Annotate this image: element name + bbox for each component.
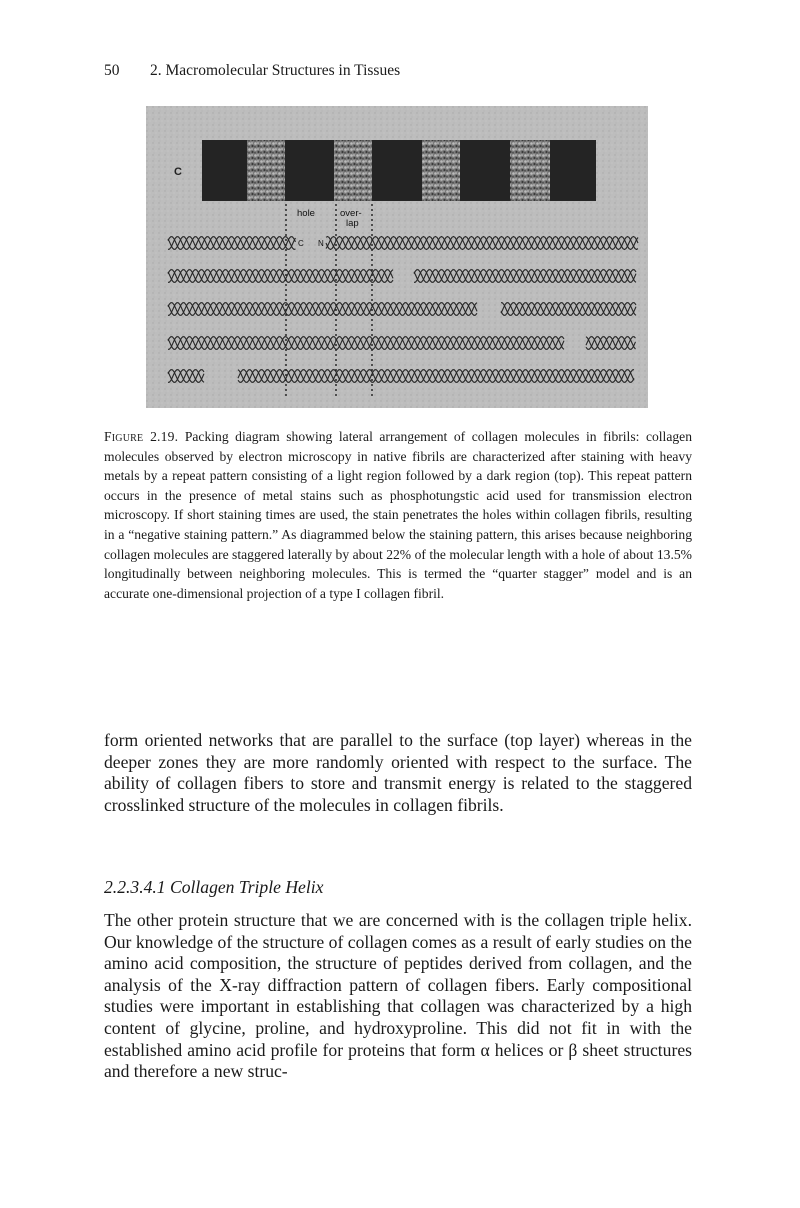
page-number: 50 bbox=[104, 62, 120, 79]
overlap-label-line2: lap bbox=[346, 218, 359, 229]
running-header bbox=[104, 62, 400, 80]
overlap-label-line1: over- bbox=[340, 208, 362, 219]
figure-collagen-packing bbox=[146, 106, 648, 408]
panel-letter: C bbox=[174, 166, 182, 178]
body-paragraph-2: The other protein structure that we are concerned with is the collagen triple helix. Our knowledge of the structure of collagen comes as a result of early studies on the amino acid composition, the structure of peptides derived from collagen, and the analysis of the X-ray diffraction pattern of collagen fibers. Early compositional studies were important in establishing that collagen was characterized by a high content of glycine, proline, and hydroxyproline. This did not fit in with the established amino acid profile for proteins that form α helices or β sheet structures and therefore a new struc- bbox=[104, 910, 692, 1082]
section-heading: 2.2.3.4.1 Collagen Triple Helix bbox=[104, 877, 324, 897]
body-paragraph-1: form oriented networks that are parallel to the surface (top layer) whereas in the deeper zones they are more randomly oriented with respect to the surface. The ability of collagen fibers to store and transmit energy is related to the staggered crosslinked structure of the molecules in collagen fibrils. bbox=[104, 730, 692, 815]
running-title: 2. Macromolecular Structures in Tissues bbox=[150, 62, 401, 79]
c-terminus-label: C bbox=[298, 239, 304, 248]
hole-label: hole bbox=[297, 208, 315, 219]
figure-caption bbox=[104, 427, 692, 603]
n-terminus-label: N bbox=[318, 239, 324, 248]
staining-band-strip bbox=[202, 140, 596, 201]
caption-text: Packing diagram showing lateral arrangement of collagen molecules in fibrils: collagen molecules observed by electron microscopy in native fibrils are characterized after staining with heavy metals by a repeat pattern consisting of a light region followed by a dark region (top). This repeat pattern occurs in the presence of metal stains such as phosphotungstic acid used for transmission electron microscopy. If short staining times are used, the stain penetrates the holes within collagen fibrils, resulting in a “negative staining pattern.” As diagrammed below the staining pattern, this arises because neighboring collagen molecules are staggered laterally by about 22% of the molecular length with a hole of about 13.5% longitudinally between neighboring molecules. This is termed the “quarter stagger” model and is an accurate one-dimensional projection of a type I collagen fibril. bbox=[104, 429, 692, 601]
collagen-packing-diagram bbox=[146, 106, 648, 408]
figure-label: Figure 2.19. bbox=[104, 429, 179, 444]
